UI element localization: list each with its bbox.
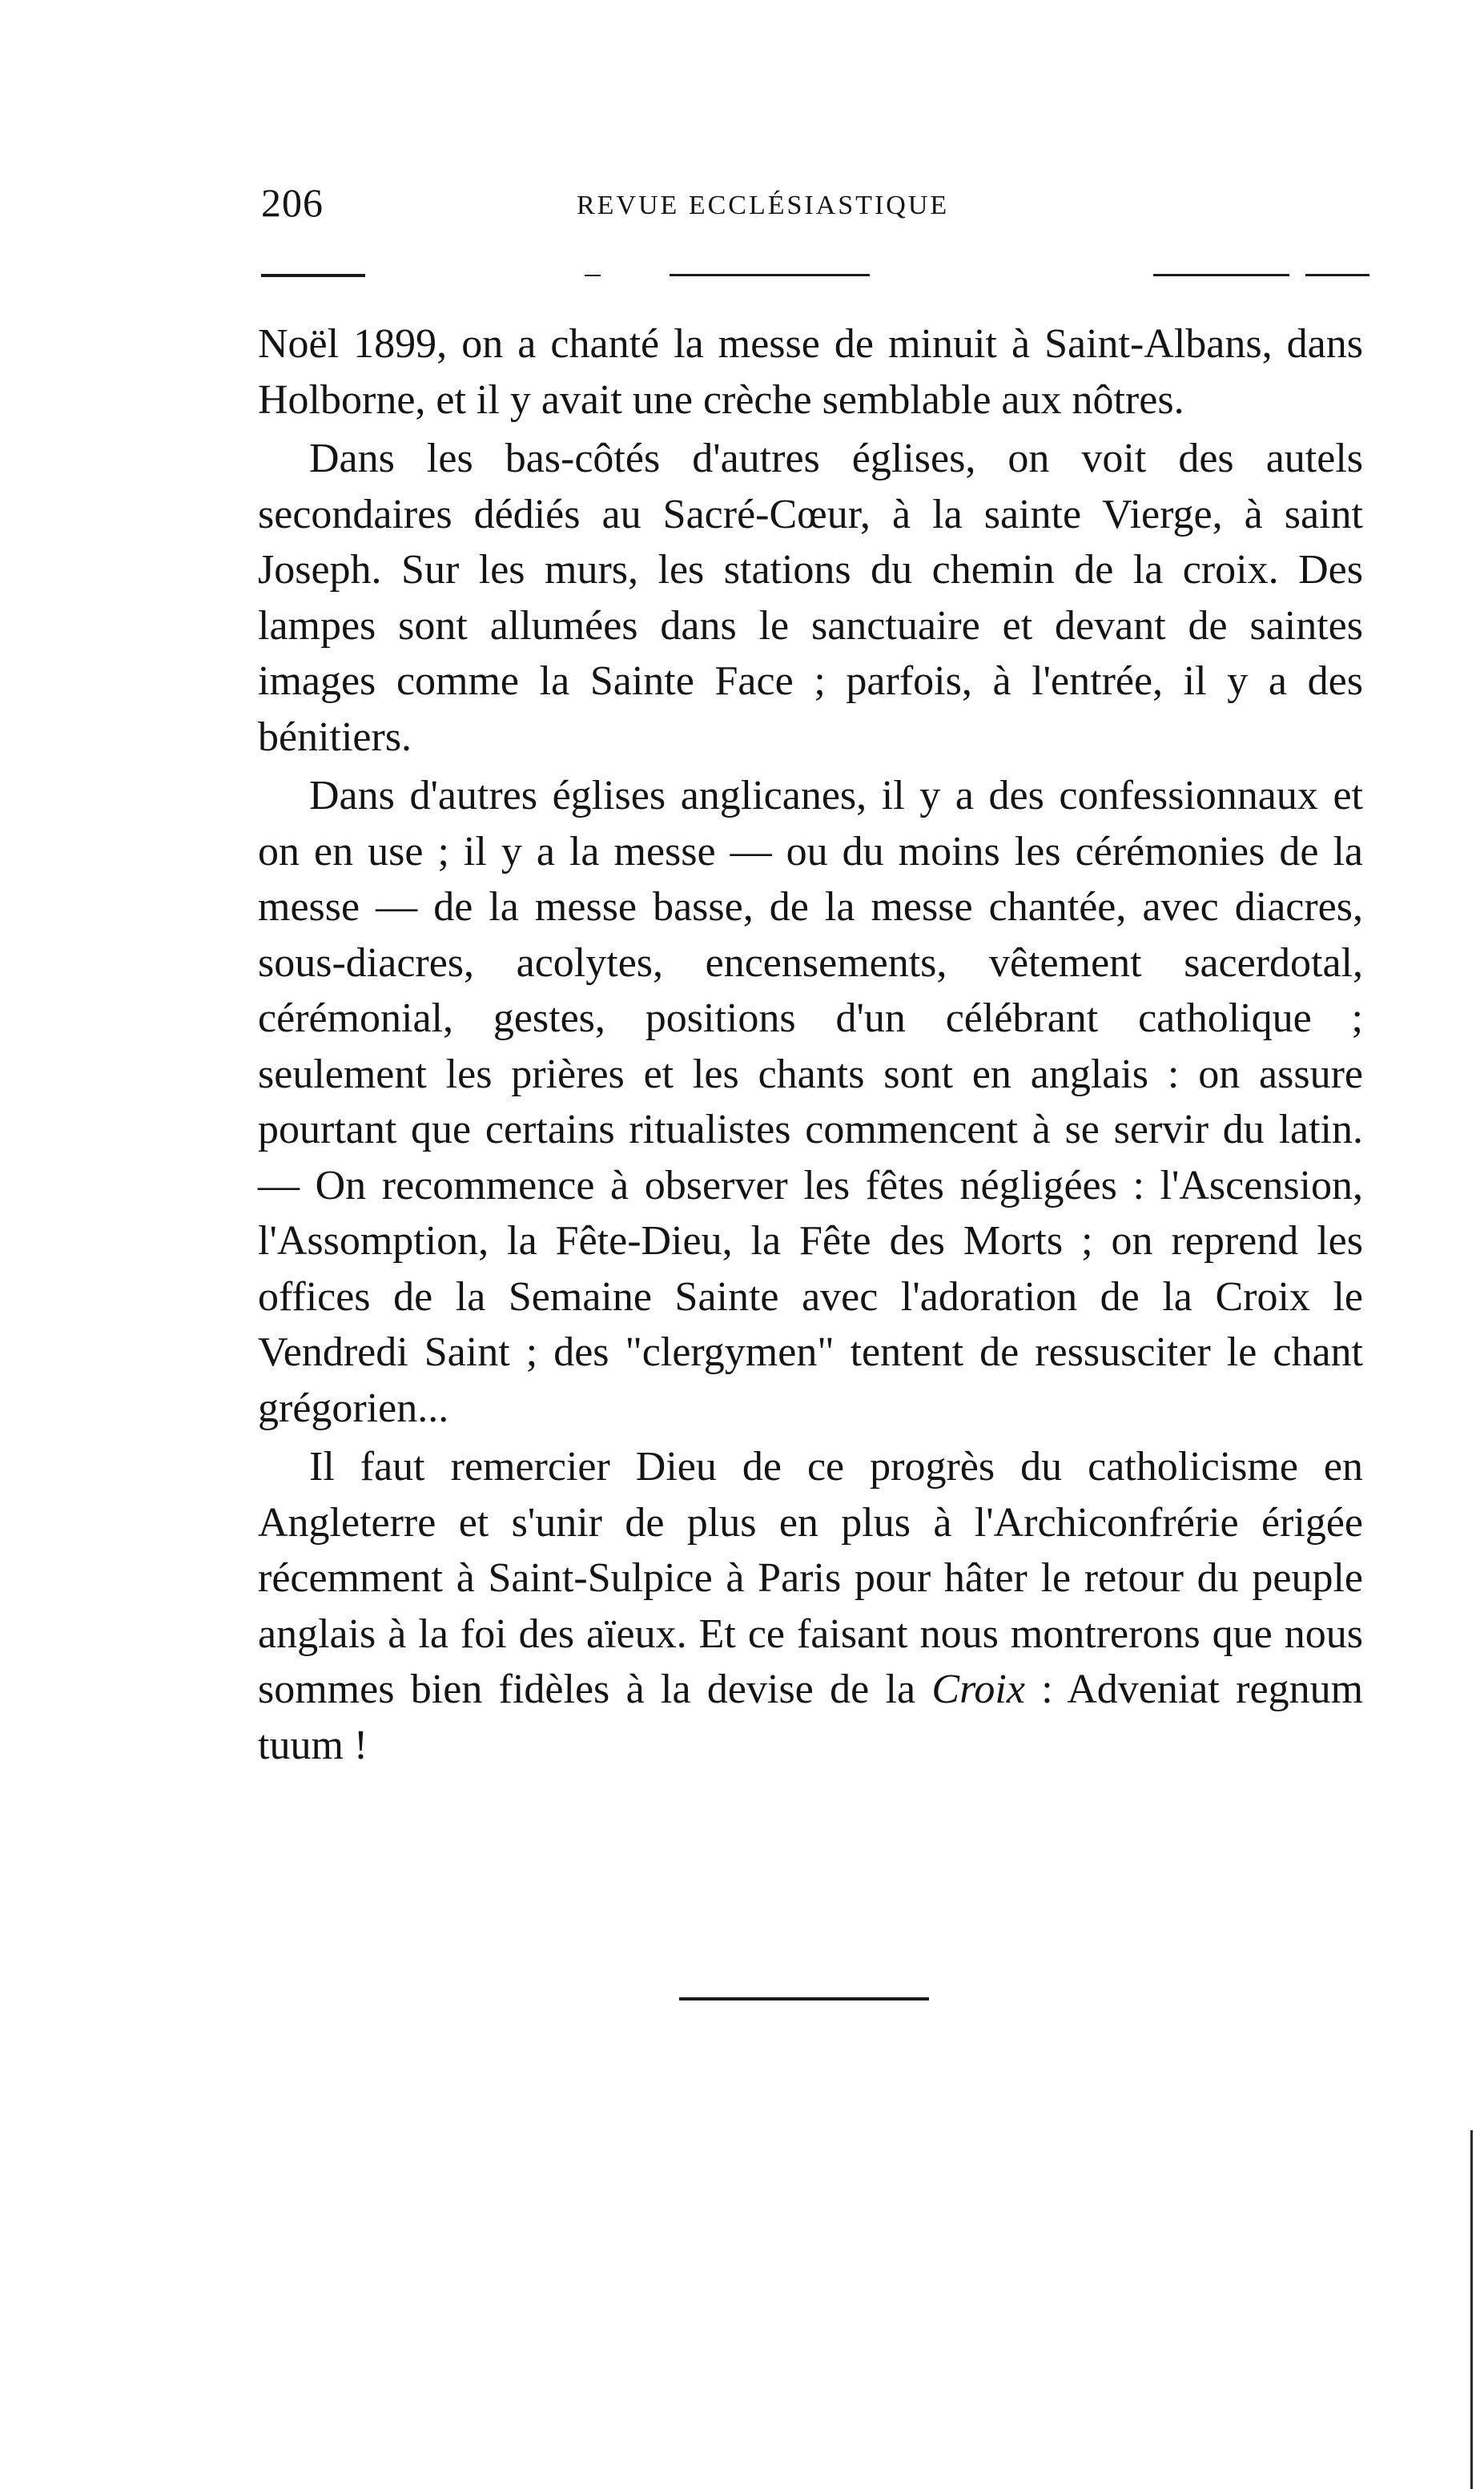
header-rule: [261, 274, 365, 277]
end-rule: [679, 1997, 929, 2000]
header-rule: [1153, 274, 1289, 276]
journal-title: Croix: [931, 1667, 1025, 1712]
paragraph-2: Dans les bas-côtés d'autres églises, on voit des autels secondaires dédiés au Sacré-Cœur, à la sainte Vierge, à saint Joseph. Sur les murs, les stations du chemin de la croix. Des lampes sont allumées dans le sanctuaire et devant de saintes images comme la Sainte Face ; parfois, à l'entrée, il y a des bénitiers.: [258, 436, 1363, 760]
scan-margin-line: [1470, 2130, 1473, 2489]
header-rule: [585, 275, 601, 276]
header-rule: [1305, 274, 1369, 276]
page-number: 206: [261, 180, 324, 225]
body-text: [258, 316, 1363, 1773]
paragraph-3: Dans d'autres églises anglicanes, il y a des confessionnaux et on en use ; il y a la messe — ou du moins les cérémonies de la messe — de la messe basse, de la messe chantée, avec diacres, sous-diacres, acolytes, encensements, vêtement sacerdotal, cérémonial, gestes, positions d'un célébrant catholique ; seulement les prières et les chants sont en anglais : on assure pourtant que certains ritualistes commencent à se servir du latin. — On recommence à observer les fêtes négligées : l'Ascension, l'Assomption, la Fête-Dieu, la Fête des Morts ; on reprend les offices de la Semaine Sainte avec l'adoration de la Croix le Vendredi Saint ; des "clergymen" tentent de ressusciter le chant grégorien...: [258, 773, 1363, 1431]
paragraph-1: Noël 1899, on a chanté la messe de minuit à Saint-Albans, dans Holborne, et il y avait une crèche semblable aux nôtres.: [258, 321, 1363, 423]
paragraph-4: [258, 1439, 1363, 1773]
closing-motto: : Adveniat regnum tuum !: [258, 1667, 1364, 1768]
header-rule: [670, 274, 870, 276]
running-head: REVUE ECCLÉSIASTIQUE: [577, 191, 950, 220]
paragraph-4-text: Il faut remercier Dieu de ce progrès du catholicisme en Angleterre et s'unir de plus en plus à l'Archiconfrérie érigée récemment à Saint-Sulpice à Paris pour hâter le retour du peuple anglais à la foi des aïeux. Et ce faisant nous montrerons que nous sommes bien fidèles à la devise de la: [258, 1444, 1363, 1712]
